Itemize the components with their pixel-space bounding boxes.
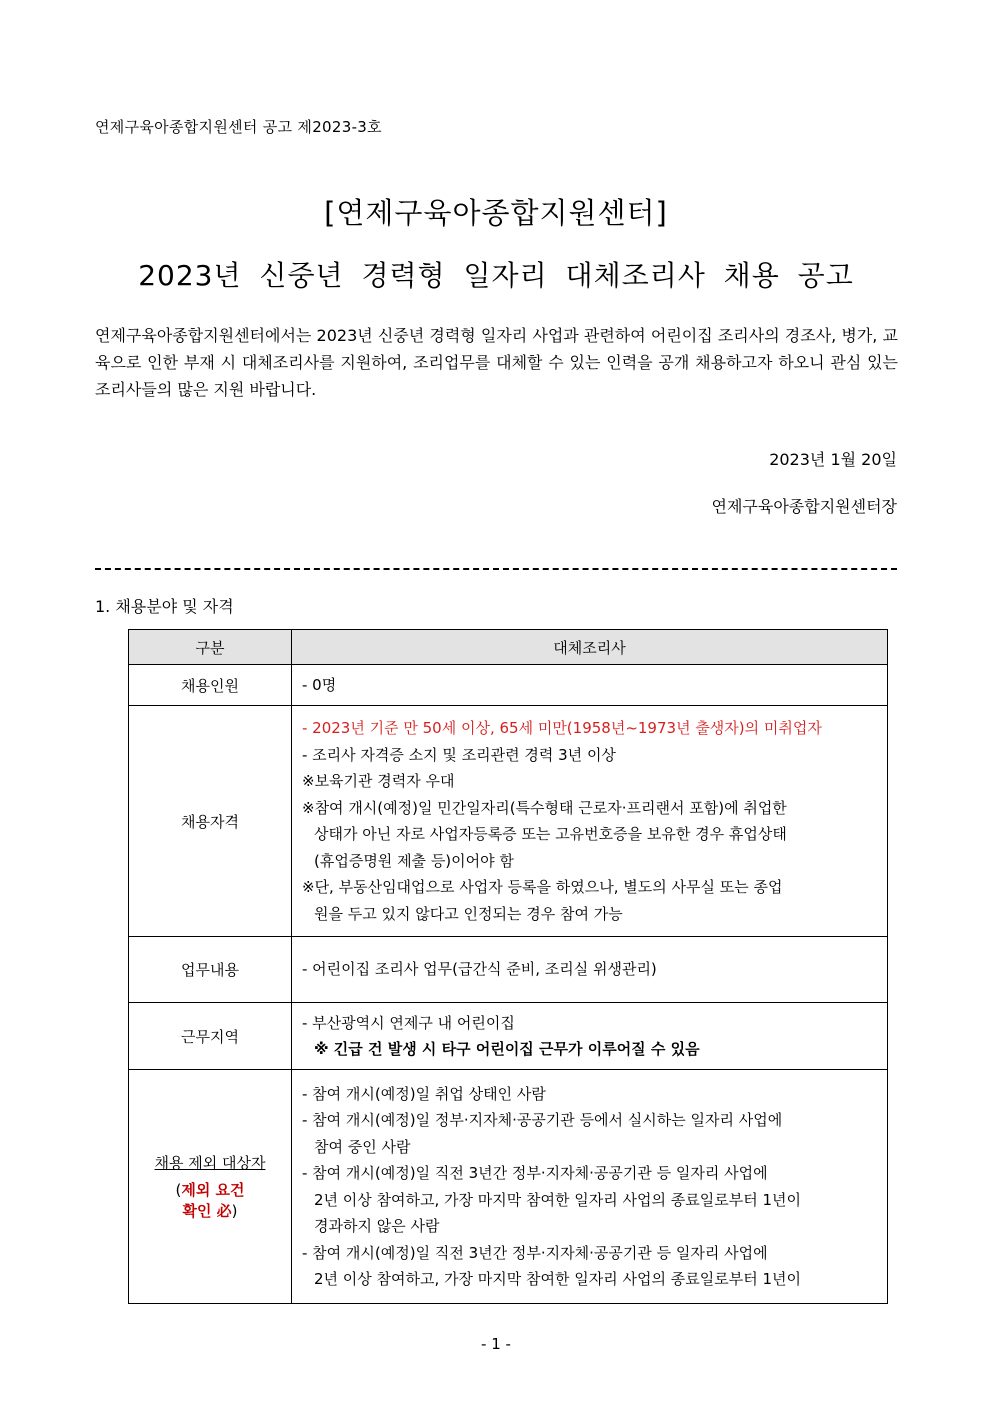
table-row-qualification [129,706,888,937]
exclusion-note-text2: 확인 必 [182,1202,232,1220]
location-line: - 부산광역시 연제구 내 어린이집 [302,1013,515,1032]
qualification-line: 상태가 아닌 자로 사업자등록증 또는 고유번호증을 보유한 경우 휴업상태 [314,825,787,843]
qualification-age-line: - 2023년 기준 만 50세 이상, 65세 미만(1958년~1973년 출생자)의 미취업자 [302,719,822,737]
location-note: ※ 긴급 건 발생 시 타구 어린이집 근무가 이루어질 수 있음 [314,1040,700,1058]
duties-line: - 어린이집 조리사 업무(급간식 준비, 조리실 위생관리) [302,960,657,979]
qualification-line: 원을 두고 있지 않다고 인정되는 경우 참여 가능 [314,904,623,923]
row-label-location: 근무지역 [129,1003,292,1070]
exclusion-line: 2년 이상 참여하고, 가장 마지막 참여한 일자리 사업의 종료일로부터 1년이 [314,1270,801,1288]
table-row-duties [129,937,888,1003]
table-row-exclusion [129,1070,888,1304]
table-row-headcount [129,665,888,706]
intro-paragraph: 연제구육아종합지원센터에서는 2023년 신중년 경력형 일자리 사업과 관련하여 어린이집 조리사의 경조사, 병가, 교육으로 인한 부재 시 대체조리사를 지원하여, 조리업무를 대체할 수 있는 인력을 공개 채용하고자 하오니 관심 있는 조리사들의 많은 지원 바랍니다. [95,326,898,399]
exclusion-line: - 참여 개시(예정)일 직전 3년간 정부·지자체·공공기관 등 일자리 사업에 [302,1243,768,1262]
qualification-table [128,629,888,1304]
row-value-headcount [292,665,888,706]
row-label-qualification: 채용자격 [129,706,292,937]
exclusion-line: - 참여 개시(예정)일 정부·지자체·공공기관 등에서 실시하는 일자리 사업에 [302,1111,783,1129]
row-value-duties [292,937,888,1003]
exclusion-note-line2 [139,1200,281,1221]
notice-number: 연제구육아종합지원센터 공고 제2023-3호 [95,118,382,136]
row-value-exclusion [292,1070,888,1304]
exclusion-line: - 참여 개시(예정)일 직전 3년간 정부·지자체·공공기관 등 일자리 사업에 [302,1164,768,1182]
exclusion-line: 경과하지 않은 사람 [314,1217,440,1235]
paren-close: ) [231,1202,238,1220]
page-number: - 1 - [481,1335,511,1353]
paren-open: ( [175,1181,182,1199]
exclusion-line: - 참여 개시(예정)일 취업 상태인 사람 [302,1084,546,1103]
qualification-line: ※단, 부동산임대업으로 사업자 등록을 하였으나, 별도의 사무실 또는 종업 [302,878,783,896]
section-title: 1. 채용분야 및 자격 [95,597,234,616]
row-value-qualification [292,706,888,937]
table-row-location [129,1003,888,1070]
qualification-line: (휴업증명원 제출 등)이어야 함 [314,851,514,870]
header-category: 구분 [129,630,292,665]
qualification-line: ※참여 개시(예정)일 민간일자리(특수형태 근로자·프리랜서 포함)에 취업한 [302,798,787,817]
row-label-exclusion [129,1070,292,1304]
exclusion-line: 참여 중인 사람 [314,1137,411,1156]
announcement-date: 2023년 1월 20일 [769,450,897,469]
headcount-line: - 0명 [302,675,337,694]
row-value-location [292,1003,888,1070]
row-label-headcount: 채용인원 [129,665,292,706]
page-title: 2023년 신중년 경력형 일자리 대체조리사 채용 공고 [138,259,854,292]
dashed-divider [95,568,897,570]
header-position: 대체조리사 [292,630,888,665]
signature: 연제구육아종합지원센터장 [711,497,897,516]
qualification-line: - 조리사 자격증 소지 및 조리관련 경력 3년 이상 [302,745,616,764]
row-label-duties: 업무내용 [129,937,292,1003]
exclusion-note [139,1179,281,1200]
qualification-line: ※보육기관 경력자 우대 [302,772,455,790]
exclusion-line: 2년 이상 참여하고, 가장 마지막 참여한 일자리 사업의 종료일로부터 1년이 [314,1190,801,1209]
exclusion-label: 채용 제외 대상자 [154,1154,266,1172]
title-organization: [연제구육아종합지원센터] [324,196,668,230]
exclusion-note-text: 제외 요건 [181,1181,245,1199]
table-header-row [129,630,888,665]
